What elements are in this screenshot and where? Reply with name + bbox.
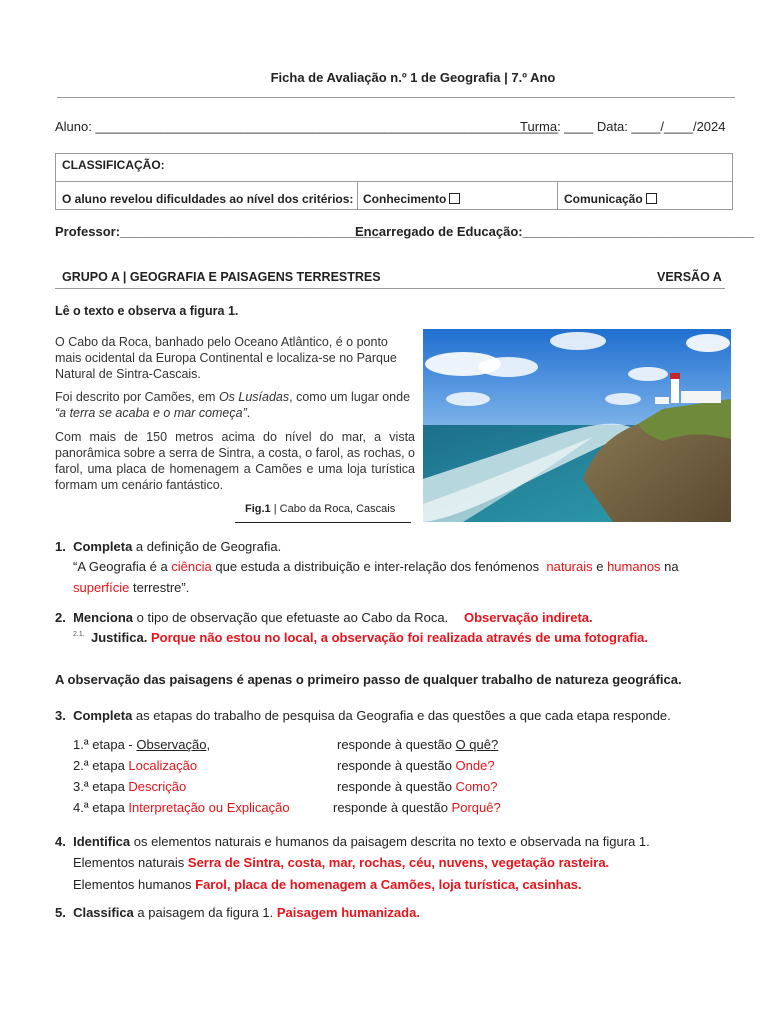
answer-superficie: superfície [73,580,130,595]
stage-resp: responde à questão [333,800,452,815]
classification-difficulty-label: O aluno revelou dificuldades ao nível dos critérios: [62,192,354,206]
stage-resp: responde à questão [337,779,456,794]
intro-instruction: Lê o texto e observa a figura 1. [55,304,239,318]
stage-q: Porquê? [451,800,501,815]
stage-number: 2.ª etapa [73,758,129,773]
q1-l1-b: que estuda a distribuição e inter-relação dos fenómenos [211,559,543,574]
stage-resp: responde à questão [337,758,456,773]
q4-prompt [55,833,650,850]
cloud-icon [605,393,641,405]
stage-name: Interpretação ou Explicação [128,800,290,815]
q2-1-prompt [91,629,648,646]
text-paragraph-3: Com mais de 150 metros acima do nível do mar, a vista panorâmica sobre a serra de Sintra, a costa, o farol, as rochas, o farol, uma placa de homenagem a Camões e uma loja turística formam um cenário fantástico. [55,430,415,492]
q2-1-answer: Porque não estou no local, a observação foi realizada através de uma fotografia. [150,630,649,645]
stage-name: Localização [128,758,198,773]
q4-text: os elementos naturais e humanos da paisagem descrita no texto e observada na figura 1. [130,834,650,849]
answer-ciencia: ciência [171,559,212,574]
class-date-line[interactable]: Turma: ____ Data: ____/____/2024 [520,119,726,134]
stage-name: Descrição [128,779,187,794]
stage-q: Como? [455,779,498,794]
figure-caption [245,503,395,515]
comunicacao-label: Comunicação [564,192,643,206]
q2-1-bullet: 2.1. [73,631,85,638]
stage-number: 3.ª etapa [73,779,129,794]
classification-col-divider-2 [557,181,558,210]
q1-text: a definição de Geografia. [132,539,282,554]
figure-caption-text: | Cabo da Roca, Cascais [270,503,396,515]
q2-answer: Observação indireta. [464,610,593,625]
q4-natural-elements [73,854,609,871]
stage-row [73,778,186,795]
book-title: Os Lusíadas [218,390,290,404]
natural-label: Elementos naturais [73,855,188,870]
classification-table-divider [55,181,733,182]
q2-text: o tipo de observação que efetuaste ao Cabo da Roca. [133,610,449,625]
q1-answer-line-2 [73,579,189,596]
q3-prompt [55,707,671,724]
observation-statement: A observação das paisagens é apenas o primeiro passo de qualquer trabalho de natureza geográfica. [55,672,682,687]
q3-verb: Completa [73,708,133,723]
stage-resp: responde à questão [337,737,456,752]
q5-verb: Classifica [73,905,134,920]
stage-number: 4.ª etapa [73,800,129,815]
q5-number: 5. [55,905,66,920]
human-answer: Farol, placa de homenagem a Camões, loja turística, casinhas. [195,877,582,892]
q4-number: 4. [55,834,66,849]
q1-number: 1. [55,539,66,554]
group-divider [55,288,725,289]
professor-signature-line[interactable]: Professor:____________________________________ [55,224,381,239]
version-label: VERSÃO A [657,270,722,284]
classification-col-divider-1 [357,181,358,210]
q1-l1-e: e [592,559,608,574]
student-name-line[interactable]: Aluno: ________________________________________________________________ [55,119,559,134]
stage-question [337,778,497,795]
q1-verb: Completa [73,539,133,554]
cloud-icon [446,392,490,406]
lighthouse-top [670,373,680,379]
q1-prompt [55,538,281,555]
page-title: Ficha de Avaliação n.º 1 de Geografia | 7.º Ano [270,70,556,85]
q3-number: 3. [55,708,66,723]
header-divider [57,97,735,98]
q5-prompt [55,904,420,921]
comunicacao-checkbox[interactable] [646,193,657,204]
stage-question [333,799,501,816]
answer-humanos: humanos [607,559,661,574]
q4-human-elements [73,876,582,893]
conhecimento-label: Conhecimento [363,192,447,206]
answer-naturais: naturais [546,559,593,574]
q2-number: 2. [55,610,66,625]
q2-verb: Menciona [73,610,134,625]
q2-prompt [55,609,448,626]
small-house [655,397,669,404]
p2-text: Foi descrito por Camões, em [55,390,219,404]
stage-question [337,736,498,753]
lighthouse-icon [671,377,679,403]
stage-q: Onde? [455,758,495,773]
text-paragraph-1: O Cabo da Roca, banhado pelo Oceano Atlântico, é o ponto mais ocidental da Europa Continental e localiza-se no Parque Natural de Sintra-Cascais. [55,335,397,381]
q4-verb: Identifica [73,834,131,849]
cloud-icon [628,367,668,381]
stage-row [73,736,210,753]
cloud-icon [686,334,730,352]
caption-underline [235,522,411,523]
camoes-quote: “a terra se acaba e o mar começa” [55,406,247,420]
q1-l1-a: “A Geografia é a [73,559,172,574]
justifica-verb: Justifica. [91,630,148,645]
figure-caption-label: Fig.1 [245,503,271,515]
guardian-signature-line[interactable]: Encarregado de Educação:________________________________ [355,224,754,239]
q3-text: as etapas do trabalho de pesquisa da Geografia e das questões a que cada etapa responde. [132,708,671,723]
stage-name: Observação [136,737,207,752]
figure-cabo-da-roca-photo [423,329,731,522]
stage-q: O quê? [455,737,499,752]
p2-end: . [246,406,251,420]
q1-l2-rest: terrestre”. [129,580,190,595]
classification-title: CLASSIFICAÇÃO: [62,158,165,172]
q1-l1-na: na [660,559,679,574]
text-paragraph-2 [55,389,415,421]
natural-answer: Serra de Sintra, costa, mar, rochas, céu, nuvens, vegetação rasteira. [187,855,610,870]
cloud-icon [478,357,538,377]
conhecimento-checkbox[interactable] [449,193,460,204]
stage-row [73,757,197,774]
stage-question [337,757,495,774]
q5-answer: Paisagem humanizada. [276,905,420,920]
conhecimento-option[interactable] [363,192,460,206]
group-title: GRUPO A | GEOGRAFIA E PAISAGENS TERRESTRES [62,270,381,284]
q1-answer-line-1 [73,558,679,575]
comunicacao-option[interactable] [564,192,657,206]
p2-text-b: , como um lugar onde [289,390,411,404]
lighthouse-buildings [681,391,721,403]
stage-sep: , [206,737,211,752]
q5-text: a paisagem da figura 1. [133,905,277,920]
cloud-icon [550,332,606,350]
stage-number: 1.ª etapa - [73,737,137,752]
human-label: Elementos humanos [73,877,196,892]
stage-row [73,799,290,816]
